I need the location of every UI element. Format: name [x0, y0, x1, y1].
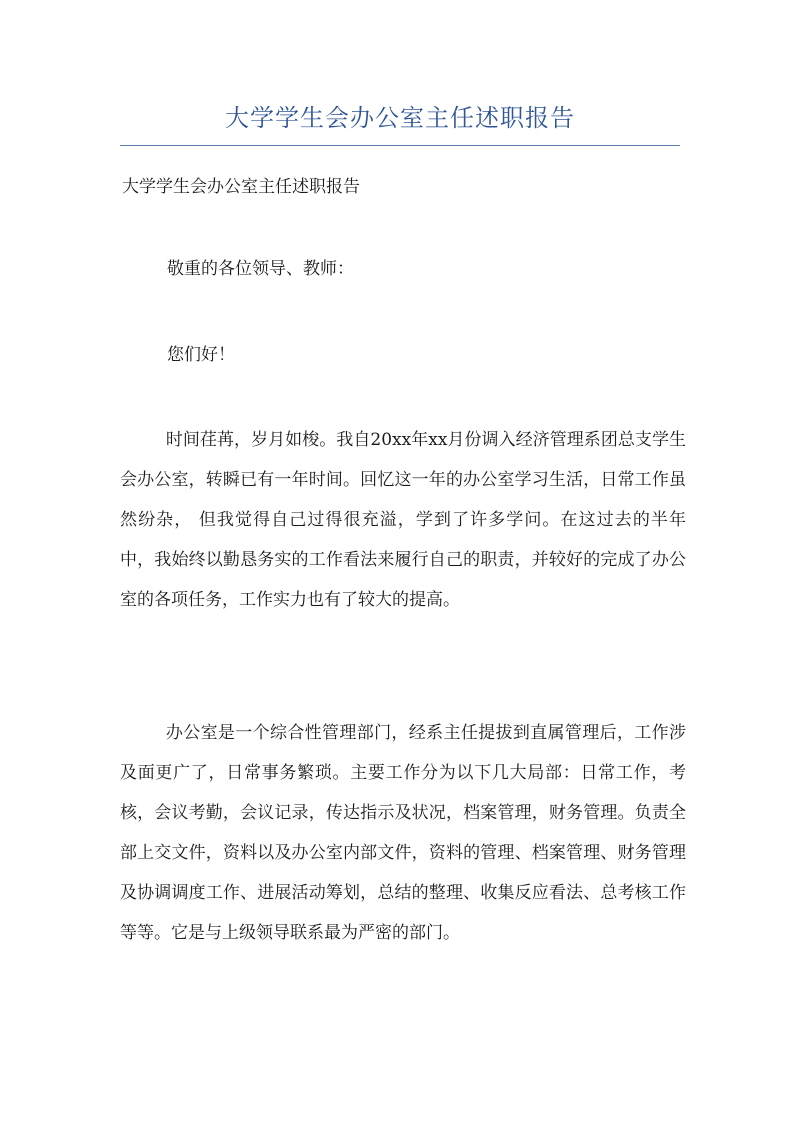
- salutation: 敬重的各位领导、教师：: [167, 259, 354, 279]
- greeting: 您们好！: [167, 345, 235, 365]
- title-divider: [120, 145, 680, 146]
- page-title: 大学学生会办公室主任述职报告: [225, 104, 575, 132]
- document-heading: 大学学生会办公室主任述职报告: [122, 177, 360, 197]
- body-paragraph: 时间荏苒，岁月如梭。我自20xx年xx月份调入经济管理系团总支学生会办公室，转瞬已有一年时间。回忆这一年的办公室学习生活，日常工作虽然纷杂， 但我觉得自己过得很充溢，学到了许多学问。在这过去的半年中，我始终以勤恳务实的工作看法来履行自己的职责，并较好的完成了办公室的各项任务，工作实力也有了较大的提高。: [120, 430, 686, 610]
- body-paragraph: 办公室是一个综合性管理部门，经系主任提拔到直属管理后，工作涉及面更广了，日常事务繁琐。主要工作分为以下几大局部：日常工作，考核，会议考勤，会议记录，传达指示及状况，档案管理，财务管理。负责全部上交文件，资料以及办公室内部文件，资料的管理、档案管理、财务管理及协调调度工作、进展活动筹划，总结的整理、收集反应看法、总考核工作等等。它是与上级领导联系最为严密的部门。: [120, 723, 686, 943]
